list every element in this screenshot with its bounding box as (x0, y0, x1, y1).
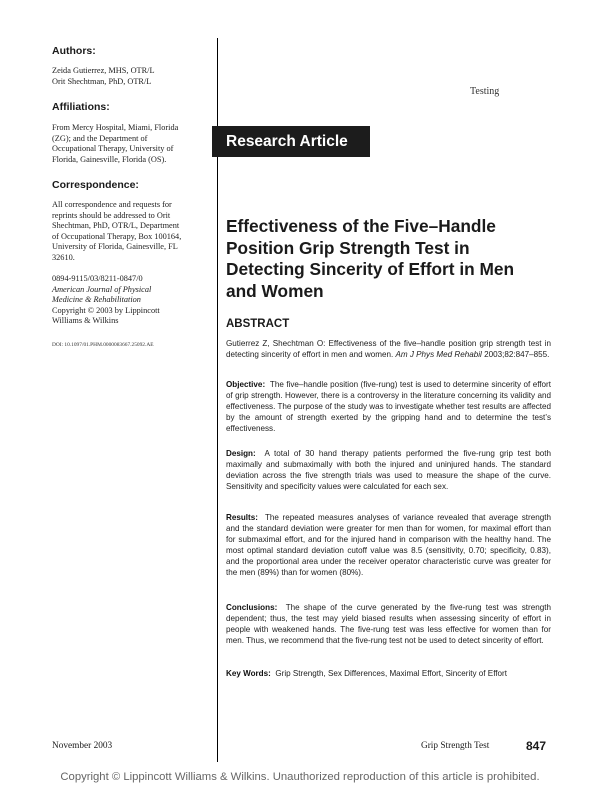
abstract-heading: ABSTRACT (226, 318, 290, 330)
text-line: University of Florida, Gainesville, FL (52, 242, 178, 252)
section-label: Testing (470, 86, 500, 97)
running-title: Grip Strength Test (421, 741, 490, 751)
text-line: of Occupational Therapy, Box 100164, (52, 231, 182, 241)
journal-name-line: Medicine & Rehabilitation (52, 295, 141, 305)
text-line: Florida, Gainesville, Florida (OS). (52, 154, 167, 164)
citation-text: Gutierrez Z, Shechtman O: Effectiveness of the five–handle position grip strength test in detecting sincerity of effort in men and women. (226, 339, 551, 359)
journal-copyright: Copyright © 2003 by Lippincott (52, 305, 160, 315)
affiliations-heading: Affiliations: (52, 101, 110, 113)
title-line: Effectiveness of the Five–Handle (226, 216, 496, 236)
doi: DOI: 10.1097/01.PHM.0000083667.25092.AE (52, 342, 154, 348)
journal-name-line: American Journal of Physical (52, 284, 152, 294)
design-text: A total of 30 hand therapy patients performed the five-rung grip test both maximally and submaximally with both the injured and uninjured hands. The standard deviation across the five strength trials was used to measure the shape of the curve. Sensitivity and specificity values were calculated for each sex. (226, 449, 551, 491)
text-line: 32610. (52, 252, 75, 262)
results-text: The repeated measures analyses of variance revealed that average strength and the standard deviation were greater for men than for women, for maximal effort than for submaximal effort, and for the injured hand in comparison with the healthy hand. The most optimal standard deviation cutoff value was 8.5 (sensitivity, 0.70; specificity, 0.83), and the proportional area under the receiver operator characteristic curve was greater for the men (89%) than for women (80%). (226, 513, 551, 577)
keywords-label: Key Words: (226, 669, 271, 678)
text-line: Shechtman, PhD, OTR/L, Department (52, 221, 180, 231)
design-label: Design: (226, 449, 256, 458)
correspondence-text (52, 200, 181, 264)
design-paragraph (226, 449, 551, 493)
title-line: Detecting Sincerity of Effort in Men (226, 259, 515, 280)
issn: 0894-9115/03/8211-0847/0 (52, 274, 143, 283)
journal-copyright: Williams & Wilkins (52, 316, 119, 326)
text-line: (ZG); and the Department of (52, 133, 148, 143)
keywords-text: Grip Strength, Sex Differences, Maximal Effort, Sincerity of Effort (275, 669, 507, 678)
journal-name (52, 295, 160, 306)
page-number: 847 (526, 739, 547, 753)
title-line: Position Grip Strength Test in (226, 237, 470, 258)
text-line: From Mercy Hospital, Miami, Florida (52, 123, 179, 132)
affiliations-text (52, 123, 178, 165)
journal-info (52, 274, 160, 327)
author-name: Zeida Gutierrez, MHS, OTR/L (52, 66, 155, 75)
citation (226, 339, 551, 361)
article-title (226, 216, 566, 303)
correspondence-heading: Correspondence: (52, 179, 139, 191)
authors-list (52, 66, 155, 87)
citation-journal: Am J Phys Med Rehabil (395, 349, 482, 359)
authors-heading: Authors: (52, 45, 96, 57)
results-paragraph (226, 513, 551, 578)
title-line: and Women (226, 281, 324, 302)
objective-paragraph (226, 380, 551, 435)
objective-text: The five–handle position (five-rung) test is used to determine sincerity of effort of grip strength. However, there is a controversy in the literature concerning its validity and effectiveness. The purpose of the study was to investigate whether test results are affected by the amount of strength exerted by the gripping hand and to determine the test’s effectiveness. (226, 380, 551, 433)
text-line: reprints should be addressed to Orit (52, 210, 171, 220)
journal-name (52, 285, 160, 296)
issue-date: November 2003 (52, 741, 113, 751)
copyright-notice: Copyright © Lippincott Williams & Wilkins. Unauthorized reproduction of this article is prohibited. (60, 771, 540, 783)
article-type-banner: Research Article (212, 126, 370, 157)
keywords-paragraph (226, 669, 551, 680)
text-line: All correspondence and requests for (52, 200, 172, 209)
conclusions-paragraph (226, 603, 551, 647)
results-label: Results: (226, 513, 258, 522)
citation-end: 2003;82:847–855. (484, 349, 550, 359)
text-line: Occupational Therapy, University of (52, 144, 174, 154)
conclusions-label: Conclusions: (226, 603, 278, 612)
conclusions-text: The shape of the curve generated by the five-rung test was strength dependent; thus, the test may yield biased results when assessing sincerity of effort in people with weakened hands. The five-rung test was less effective for women than for men. Thus, we recommend that the five-rung test not be used to detect sincerity of effort. (226, 603, 551, 645)
objective-label: Objective: (226, 380, 266, 389)
author-name: Orit Shechtman, PhD, OTR/L (52, 76, 152, 86)
